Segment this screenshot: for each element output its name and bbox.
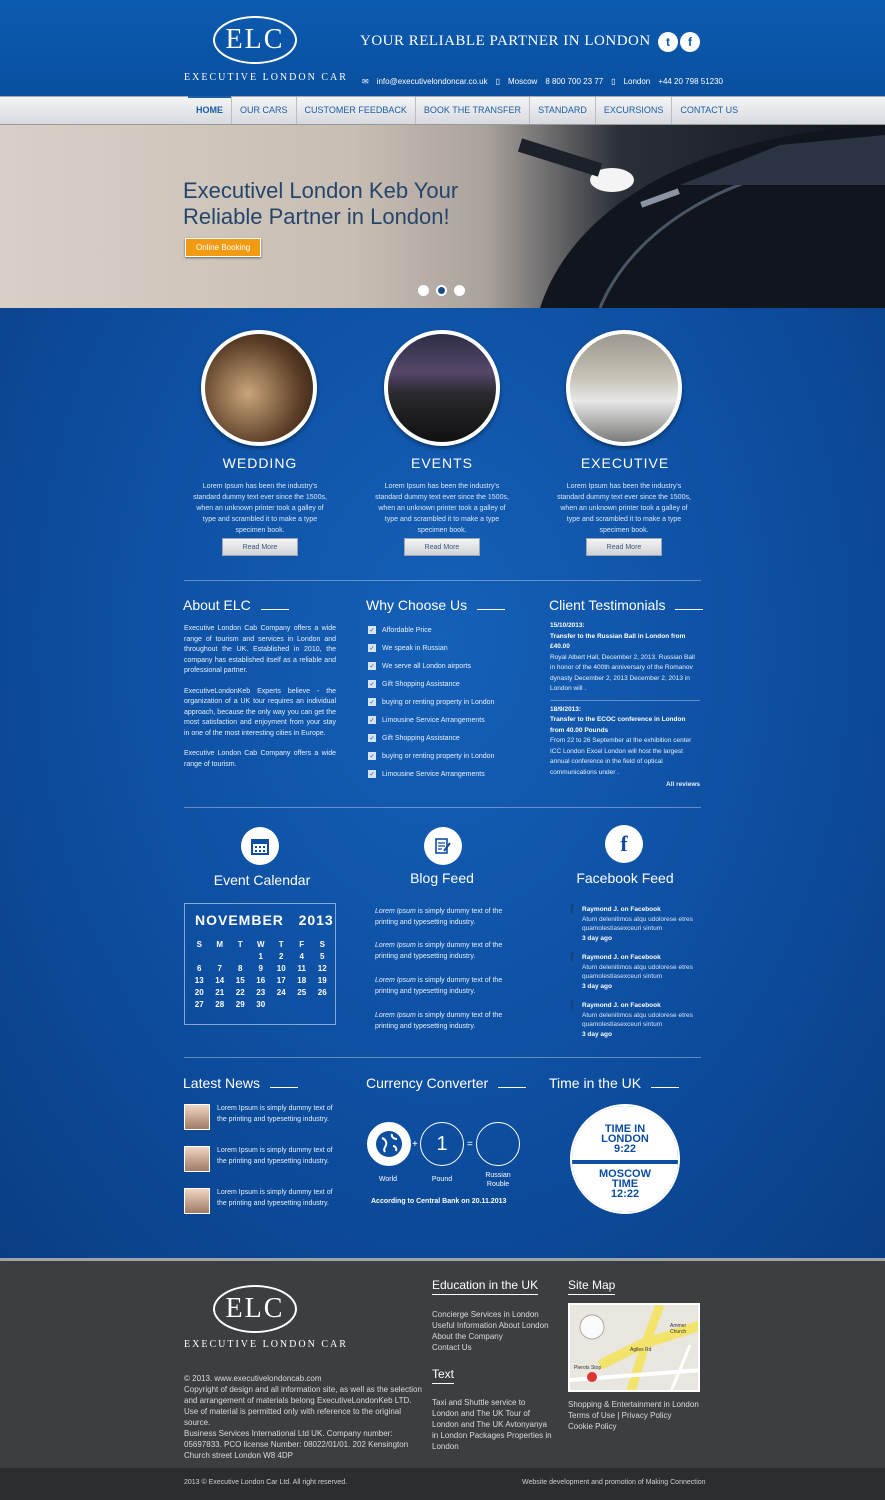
service-title-events: EVENTS	[410, 455, 473, 471]
check-icon: ✓	[369, 717, 375, 724]
blog-item[interactable]	[375, 906, 515, 928]
facebook-post-author: Raymond J. on Facebook	[582, 954, 661, 961]
moscow-time-value: 12:22	[610, 1188, 640, 1200]
about-title: About ELC	[183, 597, 289, 613]
facebook-icon: f	[570, 998, 574, 1012]
weekday: S	[196, 939, 202, 949]
check-icon: ✓	[369, 645, 375, 652]
twitter-icon[interactable]: t	[658, 32, 678, 52]
calendar-year: 2013	[298, 912, 334, 928]
currency-label-rouble: Russian Rouble	[485, 1172, 511, 1188]
news-item[interactable]	[184, 1146, 337, 1188]
bottom-bar	[0, 1468, 885, 1500]
footer-logo-subtitle: EXECUTIVE LONDON CAR	[184, 1339, 348, 1350]
footer-link[interactable]: Concierge Services in London	[432, 1310, 539, 1319]
calendar-day[interactable]: 4	[299, 951, 304, 961]
calendar-day[interactable]: 27	[194, 999, 204, 1009]
logo-oval: ELC	[213, 16, 297, 64]
read-more-button[interactable]: Read More	[586, 538, 662, 556]
facebook-post-time: 3 day ago	[582, 982, 612, 990]
currency-note: According to Central Bank on 20.11.2013	[371, 1198, 507, 1205]
calendar-day[interactable]: 7	[217, 963, 222, 973]
phone-icon: ▯	[611, 77, 616, 86]
about-p1: Executive London Cab Company offers a wide range of tourism and services in London and throughout the UK. Established in 2010, the company has established itself as a reliable and professional partner.	[184, 625, 336, 674]
blog-item[interactable]	[375, 940, 515, 962]
testimonial-date: 18/9/2013:	[550, 705, 582, 713]
divider	[184, 580, 701, 581]
main-content	[0, 308, 885, 1258]
avatar	[184, 1188, 210, 1214]
about-p2: ExecutiveLondonKeb Experts believe - the organization of a UK tour requires an individual approach, because the only way you can get the most satisfaction and enjoyment from your stay in one of the most interesting cities in Europe.	[184, 687, 336, 737]
testimonial-headline[interactable]: Transfer to the ECOC conference in London from 40.00 Pounds	[550, 716, 686, 734]
footer-company: Business Services International Ltd UK. Company number: 05697833. PCO license Number: 08022/01/01. 202 Kensington Church street London W8 4DP	[184, 1429, 409, 1460]
service-text-events: Lorem Ipsum has been the industry's standard dummy text ever since the 1500s, when an unknown printer took a galley of type and scrambled it to make a type specimen book.	[375, 483, 509, 534]
site-footer	[0, 1258, 885, 1468]
service-title-executive: EXECUTIVE	[580, 455, 670, 471]
map-label: Agiles Rd	[630, 1347, 652, 1353]
facebook-feed	[570, 902, 705, 1049]
email-link[interactable]: info@executivelondoncar.co.uk	[376, 77, 488, 86]
service-text-executive: Lorem Ipsum has been the industry's standard dummy text ever since the 1500s, when an unknown printer took a galley of type and scrambled it to make a type specimen book.	[557, 483, 691, 534]
calendar-day[interactable]: 1	[258, 951, 263, 961]
read-more-button[interactable]: Read More	[404, 538, 480, 556]
facebook-post-time: 3 day ago	[582, 1030, 612, 1038]
check-icon: ✓	[369, 681, 375, 688]
why-item-label: Gift Shopping Assistance	[382, 734, 460, 742]
slide-dot-2[interactable]	[436, 285, 447, 296]
calendar-day[interactable]: 12	[317, 963, 327, 973]
calendar-week	[189, 974, 333, 986]
news-item-text: Lorem Ipsum is simply dummy text of the printing and typesetting industry.	[217, 1189, 333, 1207]
why-item-label: Limousine Service Arrangements	[382, 716, 485, 724]
currency-label-world: World	[378, 1176, 398, 1183]
footer-legal-links: Terms of Use | Privacy Policy	[568, 1411, 672, 1420]
sitemap-links	[568, 1399, 700, 1432]
calendar-day[interactable]: 2	[279, 951, 284, 961]
calendar-day[interactable]: 17	[276, 975, 286, 985]
world-clock	[570, 1104, 680, 1214]
site-map[interactable]	[568, 1303, 700, 1392]
calendar-day[interactable]: 11	[297, 963, 306, 973]
calendar-day[interactable]: 15	[235, 975, 245, 985]
logo-oval: ELC	[213, 1285, 297, 1333]
calendar-day[interactable]: 25	[297, 987, 307, 997]
why-item-label: Limousine Service Arrangements	[382, 770, 485, 778]
check-icon: ✓	[369, 699, 375, 706]
calendar-day[interactable]: 29	[235, 999, 245, 1009]
facebook-post-text: Atum delenitimos atqu udolorese etres quamolestiasexceuri sintum	[582, 915, 693, 932]
calendar-day[interactable]: 23	[256, 987, 266, 997]
testimonial-text: Royal Albert Hall, December 2, 2013. Russian Ball in honor of the 400th anniversary of the Romanov dynasty December 2, 2013 December 2, 2013 in London will .	[550, 653, 695, 692]
hero-title-line2: Reliable Partner in London!	[183, 204, 450, 229]
footer-link[interactable]: Useful Information About London	[432, 1321, 549, 1330]
blog-item[interactable]	[375, 1010, 515, 1032]
list-item	[368, 621, 494, 639]
calendar-day[interactable]	[312, 998, 333, 1010]
online-booking-button[interactable]: Online Booking	[185, 238, 261, 257]
testimonial-text: From 22 to 26 September at the exhibition center ICC London Excel London will host the largest annual conference in the field of optical communications under .	[550, 737, 692, 776]
check-icon: ✓	[369, 663, 375, 670]
calendar-day[interactable]	[210, 950, 231, 962]
avatar	[184, 1104, 210, 1130]
blog-item-em: Lorem Ipsum	[375, 1012, 416, 1019]
education-links	[432, 1309, 552, 1353]
calendar-day[interactable]	[189, 950, 210, 962]
facebook-post[interactable]	[570, 998, 705, 1049]
nav-our-cars[interactable]: OUR CARS	[232, 97, 297, 124]
calendar-title: Event Calendar	[213, 872, 311, 888]
blog-item-text: is simply dummy text of the printing and typesetting industry.	[375, 908, 503, 926]
divider	[184, 1057, 701, 1058]
list-item	[368, 675, 494, 693]
slide-dot-1[interactable]	[418, 285, 429, 296]
why-item-label: We serve all London airports	[382, 662, 471, 670]
blog-icon	[424, 827, 462, 865]
london-phone: +44 20 798 51230	[658, 77, 723, 86]
calendar-day[interactable]	[230, 950, 251, 962]
calendar-day[interactable]: 28	[215, 999, 225, 1009]
map-label: Pierots Stop	[574, 1365, 602, 1371]
mail-icon: ✉	[362, 77, 369, 86]
blog-item-em: Lorem Ipsum	[375, 908, 416, 915]
why-item-label: buying or renting property in London	[382, 698, 495, 706]
testimonial-date: 15/10/2013:	[550, 622, 585, 629]
calendar-day[interactable]: 24	[276, 987, 286, 997]
weekday: T	[237, 939, 243, 949]
nav-home[interactable]: HOME	[188, 97, 232, 124]
about-text	[184, 624, 336, 770]
footer-link[interactable]: Taxi and Shuttle service to London and The UK Tour of London and The UK Avtonyanya in London Packages Properties in London	[432, 1398, 552, 1451]
footer-link[interactable]: Cookie Policy	[568, 1422, 617, 1431]
facebook-title: Facebook Feed	[576, 870, 674, 886]
news-item-text: Lorem Ipsum is simply dummy text of the printing and typesetting industry.	[217, 1105, 333, 1123]
blog-item-em: Lorem Ipsum	[375, 942, 416, 949]
testimonial-item	[550, 700, 700, 779]
london-time-panel	[572, 1106, 678, 1160]
event-calendar	[184, 903, 336, 1025]
news-item[interactable]	[184, 1188, 337, 1230]
why-item-label: buying or renting property in London	[382, 752, 495, 760]
footer-link[interactable]: Terms of Use	[568, 1411, 616, 1420]
calendar-day[interactable]: 18	[297, 975, 307, 985]
calendar-day[interactable]: 19	[317, 975, 327, 985]
hero-car-image	[480, 125, 885, 308]
weekday: F	[299, 939, 305, 949]
result-output	[476, 1122, 520, 1166]
footer-link[interactable]: Privacy Policy	[621, 1411, 672, 1420]
globe-icon[interactable]	[367, 1122, 411, 1166]
avatar	[184, 1146, 210, 1172]
facebook-icon: f	[605, 825, 643, 863]
sitemap-title: Site Map	[568, 1278, 615, 1295]
blog-title: Blog Feed	[410, 870, 474, 886]
weekday: M	[216, 939, 224, 949]
facebook-post-text: Atum delenitimos atqu udolorese etres quamolestiasexceuri sintum	[582, 1011, 693, 1028]
facebook-post-text: Atum delenitimos atqu udolorese etres quamolestiasexceuri sintum	[582, 963, 693, 980]
testimonials-list	[550, 621, 700, 791]
calendar-header	[195, 912, 334, 928]
list-item	[368, 747, 494, 765]
nav-contact-us[interactable]: CONTACT US	[680, 105, 739, 115]
tagline: YOUR RELIABLE PARTNER IN LONDON	[360, 33, 651, 49]
calendar-grid	[189, 938, 333, 1010]
nav-excursions[interactable]: EXCURSIONS	[596, 97, 673, 124]
equals-sign: =	[467, 1139, 473, 1150]
check-icon: ✓	[369, 735, 375, 742]
calendar-day[interactable]: 8	[238, 963, 243, 973]
site-header	[0, 0, 885, 96]
logo[interactable]	[213, 16, 297, 64]
service-text-wedding: Lorem Ipsum has been the industry's standard dummy text ever since the 1500s, when an unknown printer took a galley of type and scrambled it to make a type specimen book.	[193, 483, 327, 534]
news-item[interactable]	[184, 1104, 337, 1146]
testimonial-headline[interactable]: Transfer to the Russian Ball in London from £40.00	[550, 632, 686, 650]
service-title-wedding: WEDDING	[222, 455, 298, 471]
weekday: T	[278, 939, 284, 949]
hero-title-line1: Executivel London Keb Your	[183, 178, 459, 203]
contact-bar	[362, 77, 723, 86]
map-label: Ammer Church	[670, 1323, 687, 1335]
footer-copyright: © 2013. www.executivelondoncab.com	[184, 1374, 322, 1383]
calendar-day[interactable]: 21	[215, 987, 225, 997]
calendar-day[interactable]: 22	[235, 987, 245, 997]
weekday: S	[319, 939, 325, 949]
check-icon: ✓	[369, 771, 375, 778]
blog-item-text: is simply dummy text of the printing and typesetting industry.	[375, 1012, 503, 1030]
facebook-post-author: Raymond J. on Facebook	[582, 906, 661, 913]
list-item	[368, 711, 494, 729]
why-item-label: We speak in Russian	[382, 644, 448, 652]
list-item	[368, 729, 494, 747]
facebook-icon[interactable]: f	[680, 32, 700, 52]
london-label: London	[623, 77, 651, 86]
text-links	[432, 1397, 552, 1452]
calendar-week	[189, 950, 333, 962]
why-item-label: Gift Shopping Assistance	[382, 680, 460, 688]
news-item-text: Lorem Ipsum is simply dummy text of the printing and typesetting industry.	[217, 1147, 333, 1165]
calendar-day[interactable]: 20	[194, 987, 204, 997]
facebook-post-author: Raymond J. on Facebook	[582, 1002, 661, 1009]
moscow-phone: 8 800 700 23 77	[545, 77, 604, 86]
currency-label-pound: Pound	[431, 1176, 453, 1183]
footer-link[interactable]: About the Company	[432, 1332, 503, 1341]
weekday: W	[256, 939, 265, 949]
blog-item-text: is simply dummy text of the printing and typesetting industry.	[375, 942, 503, 960]
education-title: Education in the UK	[432, 1278, 538, 1295]
moscow-time-label: MOSCOW TIME	[599, 1168, 651, 1190]
footer-logo[interactable]	[213, 1285, 297, 1333]
calendar-day[interactable]: 5	[320, 951, 325, 961]
calendar-icon	[241, 827, 279, 865]
text-title: Text	[432, 1367, 454, 1384]
moscow-time-panel	[572, 1160, 678, 1214]
blog-item[interactable]	[375, 975, 515, 997]
calendar-weekdays	[189, 938, 333, 950]
footer-legal-text: Copyright of design and all information site, as well as the selection and arrangement of materials belong ExecutiveLondonKeb LTD.	[184, 1385, 422, 1405]
check-icon: ✓	[369, 627, 375, 634]
main-nav	[0, 96, 885, 125]
about-p3: Executive London Cab Company offers a wide range of tourism.	[184, 750, 336, 768]
hero-title	[183, 178, 483, 230]
events-image[interactable]	[384, 330, 500, 446]
facebook-icon: f	[570, 950, 574, 964]
testimonials-title: Client Testimonials	[549, 597, 703, 613]
read-more-button[interactable]: Read More	[222, 538, 298, 556]
blog-item-em: Lorem Ipsum	[375, 977, 416, 984]
all-reviews-link[interactable]: All reviews	[666, 781, 700, 788]
wedding-image[interactable]	[201, 330, 317, 446]
facebook-icon: f	[570, 902, 574, 916]
logo-subtitle: EXECUTIVE LONDON CAR	[184, 72, 348, 83]
divider	[184, 807, 701, 808]
calendar-day[interactable]: 10	[276, 963, 286, 973]
calendar-week	[189, 962, 333, 974]
list-item	[368, 693, 494, 711]
calendar-day[interactable]: 30	[256, 999, 266, 1009]
calendar-day[interactable]: 14	[215, 975, 225, 985]
plus-sign: +	[412, 1139, 418, 1150]
check-icon: ✓	[369, 753, 375, 760]
phone-icon: ▯	[495, 77, 500, 86]
london-time-label: TIME IN LONDON	[601, 1123, 649, 1145]
nav-customer-feedback[interactable]: CUSTOMER FEEDBACK	[297, 97, 416, 124]
moscow-label: Moscow	[507, 77, 538, 86]
bottom-copyright: 2013 © Executive London Car Ltd. All right reserved.	[184, 1479, 348, 1486]
london-time-value: 9:22	[613, 1143, 637, 1155]
facebook-post-time: 3 day ago	[582, 934, 612, 942]
currency-title: Currency Converter	[366, 1075, 526, 1091]
list-item	[368, 765, 494, 783]
news-title: Latest News	[183, 1075, 298, 1091]
list-item	[368, 657, 494, 675]
facebook-post[interactable]	[570, 902, 705, 953]
footer-legal	[184, 1373, 424, 1461]
calendar-month: NOVEMBER	[195, 912, 284, 928]
calendar-week	[189, 986, 333, 998]
amount-input[interactable]: 1	[420, 1122, 464, 1166]
why-list	[368, 621, 494, 783]
calendar-day[interactable]	[292, 998, 313, 1010]
footer-link[interactable]: Shopping & Entertainment in London	[568, 1400, 699, 1409]
list-item	[368, 639, 494, 657]
why-title: Why Choose Us	[366, 597, 505, 613]
footer-link[interactable]: Contact Us	[432, 1343, 472, 1352]
developer-credit[interactable]: Website development and promotion of Making Connection	[522, 1479, 706, 1486]
facebook-post[interactable]	[570, 950, 705, 1001]
calendar-day[interactable]: 26	[317, 987, 327, 997]
why-item-label: Affordable Price	[382, 626, 432, 634]
time-title: Time in the UK	[549, 1075, 679, 1091]
calendar-week	[189, 998, 333, 1010]
news-list	[184, 1104, 337, 1230]
calendar-day[interactable]: 9	[258, 963, 263, 973]
calendar-day[interactable]: 16	[256, 975, 266, 985]
footer-legal-text2: Use of material is permitted only with reference to the original source.	[184, 1407, 401, 1427]
calendar-day[interactable]: 13	[194, 975, 204, 985]
testimonial-item	[550, 621, 700, 695]
nav-book-transfer[interactable]: BOOK THE TRANSFER	[416, 97, 530, 124]
hero-slider	[0, 125, 885, 308]
executive-image[interactable]	[566, 330, 682, 446]
slide-dot-3[interactable]	[454, 285, 465, 296]
blog-item-text: is simply dummy text of the printing and typesetting industry.	[375, 977, 503, 995]
nav-standard[interactable]: STANDARD	[530, 97, 596, 124]
calendar-day[interactable]: 6	[197, 963, 202, 973]
calendar-day[interactable]	[271, 998, 292, 1010]
